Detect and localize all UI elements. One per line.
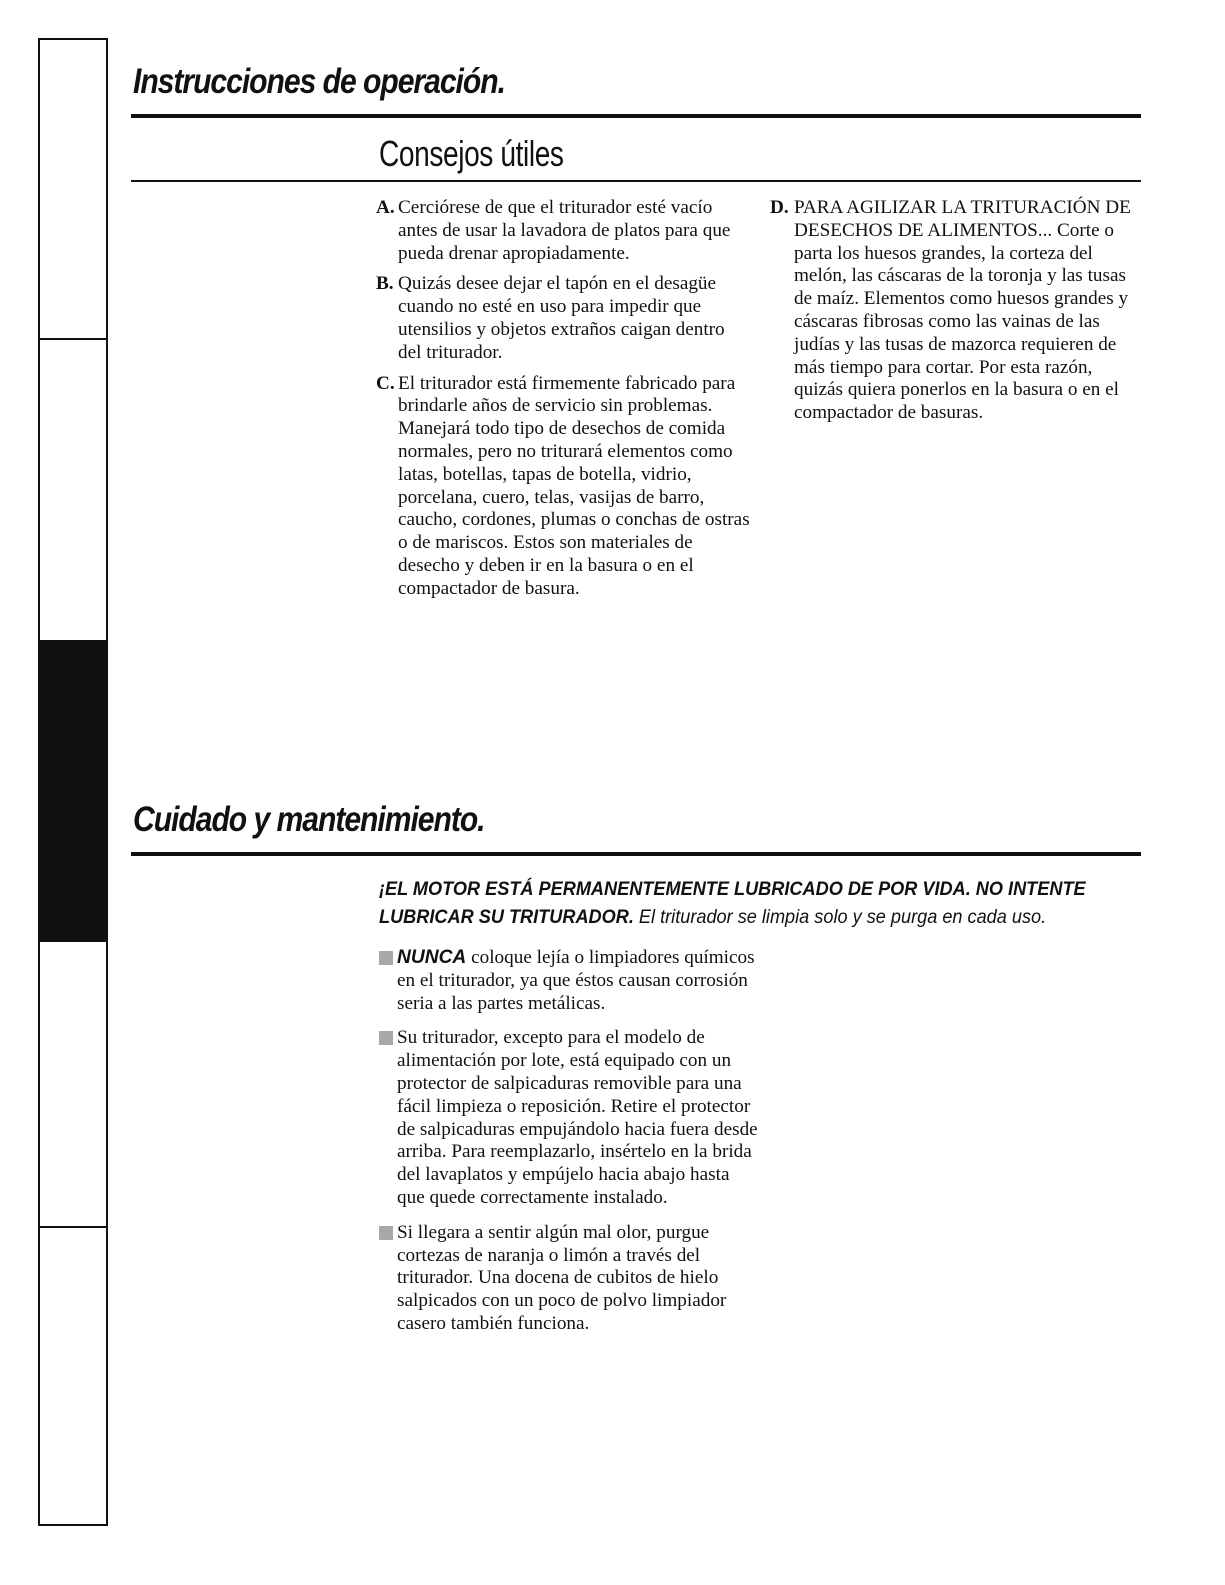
- tip-item: [376, 373, 752, 601]
- tip-label: B.: [376, 273, 394, 295]
- care-bullet: [379, 1027, 759, 1209]
- section-tab-strip: [38, 38, 108, 1526]
- tip-item: [376, 197, 752, 265]
- care-title-rule: [131, 852, 1141, 856]
- section-title-operation: Instrucciones de operación.: [133, 62, 505, 101]
- tip-label: C.: [376, 372, 395, 394]
- bullet-text: Si llegara a sentir algún mal olor, purgue cortezas de naranja o limón a través del triturador. Una docena de cubitos de hielo salpicados con un poco de polvo limpiador casero también funciona.: [397, 1221, 727, 1334]
- bullet-text: Su triturador, excepto para el modelo de alimentación por lote, está equipado con un protector de salpicaduras removible para una fácil limpieza o reposición. Retire el protector de salpicaduras empujándolo hacia fuera desde arriba. Para reemplazarlo, insértelo en la brida del lavaplatos y empújelo hacia abajo hasta que quede correctamente instalado.: [397, 1027, 758, 1208]
- care-bullet: [379, 1222, 759, 1336]
- care-bullet-list: [379, 947, 759, 1348]
- tip-item: [770, 197, 1140, 425]
- bullet-text: coloque lejía o limpiadores químicos en el triturador, ya que éstos causan corrosión seria a las partes metálicas.: [397, 947, 755, 1014]
- bullet-square-icon: [379, 1226, 393, 1240]
- tip-item: [376, 273, 752, 364]
- subtitle-rule: [131, 180, 1141, 182]
- tip-text: Quizás desee dejar el tapón en el desagüe cuando no esté en uso para impedir que utensilios y objetos extraños caigan dentro del triturador.: [398, 273, 725, 363]
- bullet-square-icon: [379, 1031, 393, 1045]
- section-tab-4: [40, 942, 106, 1228]
- tip-text: PARA AGILIZAR LA TRITURACIÓN DE DESECHOS DE ALIMENTOS... Corte o parta los huesos grandes, la corteza del melón, las cáscaras de la toronja y las tusas de maíz. Elementos como huesos grandes y cáscaras fibrosas como las vainas de las judías y las tusas de mazorca requieren de más tiempo para cortar. Por esta razón, quizás quiera ponerlos en la basura o en el compactador de basuras.: [794, 197, 1131, 424]
- section-tab-2: [40, 340, 106, 640]
- tips-column-right: [770, 197, 1140, 433]
- motor-notice-text: El triturador se limpia solo y se purga en cada uso.: [633, 906, 1047, 928]
- bullet-square-icon: [379, 951, 393, 965]
- care-bullet: [379, 947, 759, 1015]
- tips-column-left: [376, 197, 752, 609]
- tip-label: D.: [770, 197, 789, 218]
- tip-label: A.: [376, 197, 395, 218]
- title-rule: [131, 114, 1141, 118]
- tip-text: El triturador está firmemente fabricado para brindarle años de servicio sin problemas. Manejará todo tipo de desechos de comida normales, pero no triturará elementos como latas, botellas, tapas de botella, vidrio, porcelana, cuero, telas, vasijas de barro, caucho, cordones, plumas o conchas de ostras o de mariscos. Estos son materiales de desecho y deben ir en la basura o en el compactador de basura.: [398, 372, 750, 599]
- section-tab-active: [40, 640, 106, 942]
- section-title-care: Cuidado y mantenimiento.: [133, 800, 485, 839]
- bullet-lead: NUNCA: [397, 947, 467, 968]
- tip-text: Cerciórese de que el triturador esté vacío antes de usar la lavadora de platos para que pueda drenar apropiadamente.: [398, 197, 731, 264]
- motor-notice: [379, 875, 1095, 931]
- section-tab-1: [40, 40, 106, 340]
- subtitle-tips: Consejos útiles: [379, 133, 564, 174]
- section-tab-5: [40, 1228, 106, 1524]
- motor-notice-bold: ¡EL MOTOR ESTÁ PERMANENTEMENTE LUBRICADO DE POR VIDA. NO INTENTE LUBRICAR SU TRITURADOR.: [379, 878, 1086, 928]
